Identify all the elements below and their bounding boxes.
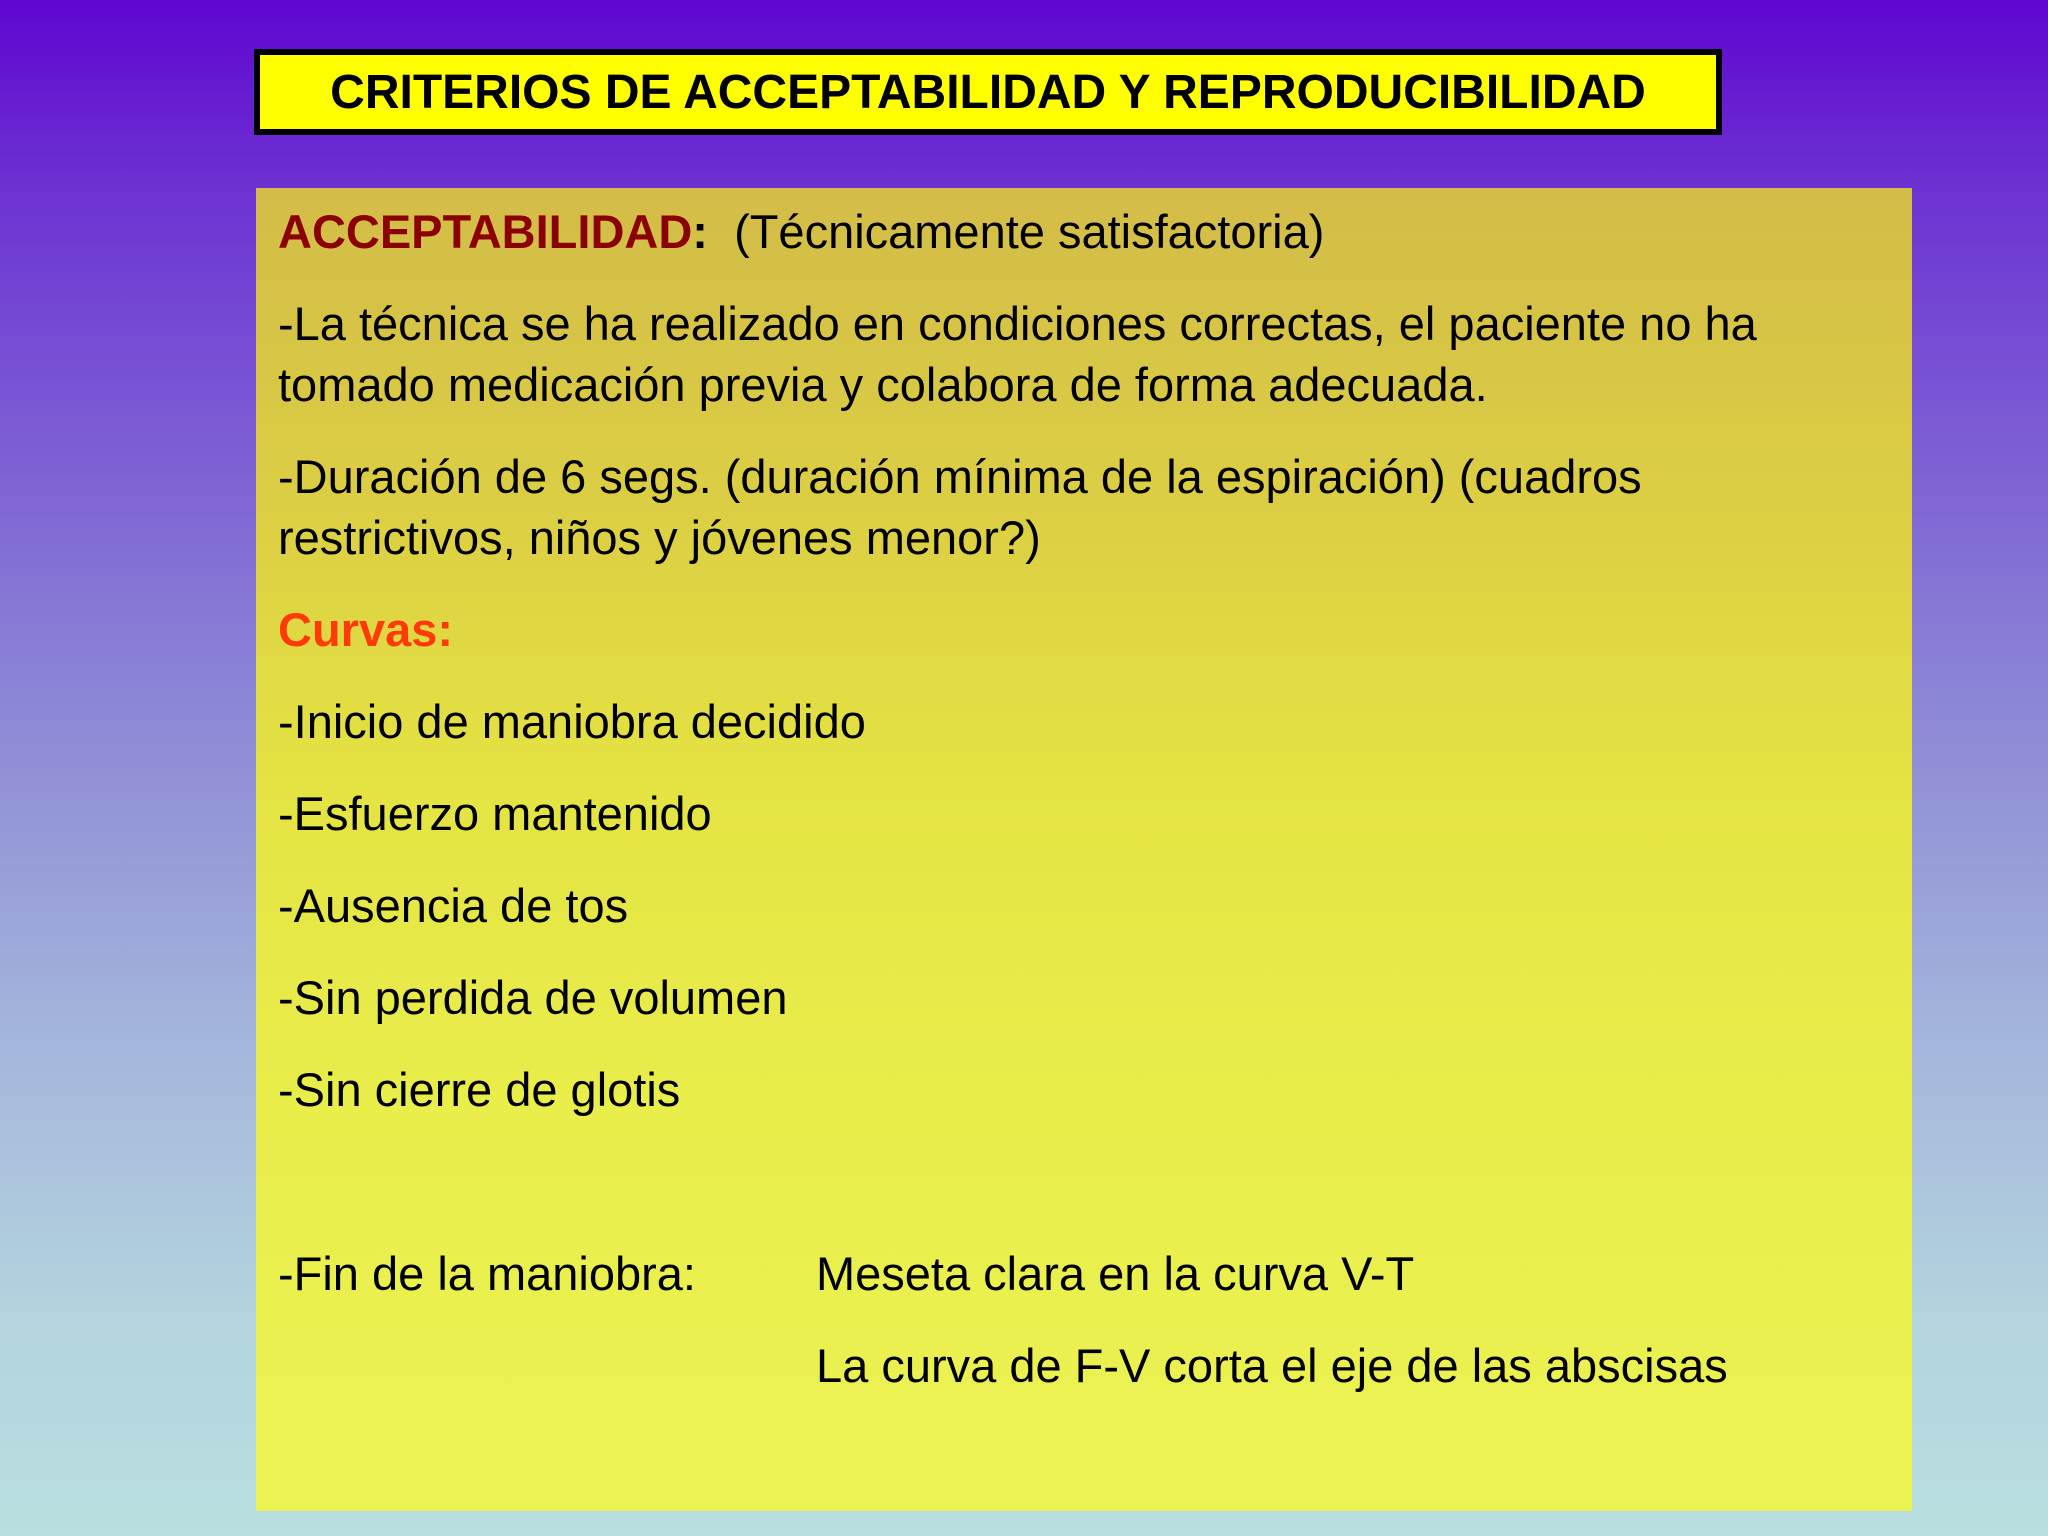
acceptability-subtitle: (Técnicamente satisfactoria) [734, 205, 1325, 258]
end-of-maneuver-label: -Fin de la maniobra: [278, 1247, 696, 1300]
curves-item-cough: -Ausencia de tos [278, 879, 629, 932]
end-of-maneuver-criterion-vt: Meseta clara en la curva V-T [816, 1247, 1415, 1300]
acceptability-colon: : [692, 205, 708, 258]
curves-heading: Curvas: [278, 603, 454, 656]
paragraph-1-line-1: -La técnica se ha realizado en condiciones correctas, el paciente no ha [278, 297, 1757, 350]
acceptability-heading-line [278, 201, 1324, 262]
end-of-maneuver-criterion-fv: La curva de F-V corta el eje de las abscisas [816, 1339, 1728, 1392]
curves-item-volume: -Sin perdida de volumen [278, 971, 788, 1024]
acceptability-heading: ACCEPTABILIDAD [278, 205, 693, 258]
curves-item-start: -Inicio de maniobra decidido [278, 695, 866, 748]
title-box [254, 49, 1722, 135]
paragraph-2-line-2: restrictivos, niños y jóvenes menor?) [278, 511, 1041, 564]
curves-item-glottis: -Sin cierre de glotis [278, 1063, 681, 1116]
content-box [256, 188, 1912, 1511]
curves-item-effort: -Esfuerzo mantenido [278, 787, 712, 840]
slide-title: CRITERIOS DE ACCEPTABILIDAD Y REPRODUCIBILIDAD [330, 65, 1646, 119]
paragraph-2-line-1: -Duración de 6 segs. (duración mínima de la espiración) (cuadros [278, 450, 1642, 503]
paragraph-1-line-2: tomado medicación previa y colabora de forma adecuada. [278, 358, 1488, 411]
